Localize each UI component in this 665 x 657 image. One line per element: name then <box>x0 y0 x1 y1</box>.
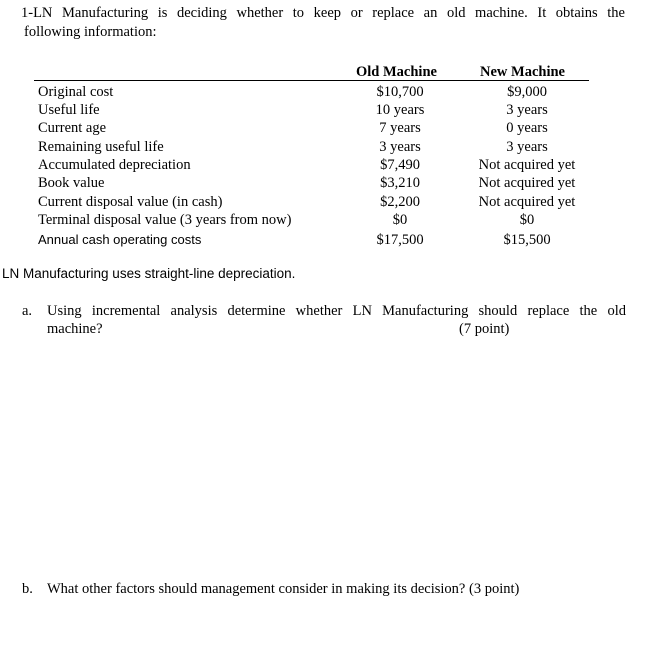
table-row-book-value <box>0 174 665 192</box>
row-new-value: 3 years <box>506 102 548 118</box>
row-old-value: 3 years <box>379 139 421 155</box>
row-label: Remaining useful life <box>38 139 164 155</box>
row-label: Current age <box>38 120 107 136</box>
row-old-value: $2,200 <box>380 194 420 210</box>
question-a-line-2-text: machine? <box>47 321 103 337</box>
table-row-accumulated-depreciation <box>0 156 665 174</box>
row-new-value: $0 <box>519 212 535 228</box>
depreciation-note: LN Manufacturing uses straight-line depreciation. <box>2 266 296 281</box>
table-row-operating-costs <box>0 231 665 249</box>
question-a-points: (7 point) <box>459 321 510 337</box>
row-old-value: $0 <box>392 212 408 228</box>
header-new-machine: New Machine <box>480 64 565 80</box>
question-a-line-2 <box>47 320 626 338</box>
row-new-value: 0 years <box>506 120 548 136</box>
row-new-value: $15,500 <box>503 232 551 248</box>
row-label: Original cost <box>38 84 114 100</box>
question-b-text: What other factors should management consider in making its decision? (3 point) <box>47 581 520 597</box>
table-row-useful-life <box>0 101 665 119</box>
intro-line-1: 1-LN Manufacturing is deciding whether to keep or replace an old machine. It obtains the <box>21 5 625 21</box>
table-row-remaining-life <box>0 138 665 156</box>
row-label: Accumulated depreciation <box>38 157 191 173</box>
row-old-value: $10,700 <box>376 84 424 100</box>
row-old-value: 10 years <box>375 102 425 118</box>
row-old-value: $17,500 <box>376 232 424 248</box>
row-label: Terminal disposal value (3 years from now) <box>38 212 292 228</box>
question-a-letter: a. <box>22 303 33 319</box>
row-old-value: $3,210 <box>380 175 420 191</box>
row-label: Annual cash operating costs <box>38 232 202 247</box>
table-row-current-disposal <box>0 193 665 211</box>
row-old-value: $7,490 <box>380 157 420 173</box>
row-new-value: 3 years <box>506 139 548 155</box>
table-row-current-age <box>0 119 665 137</box>
question-b <box>22 580 626 600</box>
row-new-value: $9,000 <box>507 84 547 100</box>
problem-intro <box>21 4 625 42</box>
row-new-value: Not acquired yet <box>478 175 576 191</box>
row-new-value: Not acquired yet <box>478 157 576 173</box>
question-a <box>22 302 626 342</box>
table-row-original-cost <box>0 83 665 101</box>
question-a-text <box>47 302 626 338</box>
row-new-value: Not acquired yet <box>478 194 576 210</box>
row-label: Useful life <box>38 102 100 118</box>
table-header-rule <box>34 80 589 81</box>
question-a-line-1: Using incremental analysis determine whether LN Manufacturing should replace the old <box>47 303 626 319</box>
table-row-terminal-disposal <box>0 211 665 229</box>
row-old-value: 7 years <box>379 120 421 136</box>
intro-line-2: following information: <box>24 24 157 40</box>
header-old-machine: Old Machine <box>356 64 437 80</box>
row-label: Current disposal value (in cash) <box>38 194 223 210</box>
question-b-letter: b. <box>22 581 33 597</box>
row-label: Book value <box>38 175 105 191</box>
